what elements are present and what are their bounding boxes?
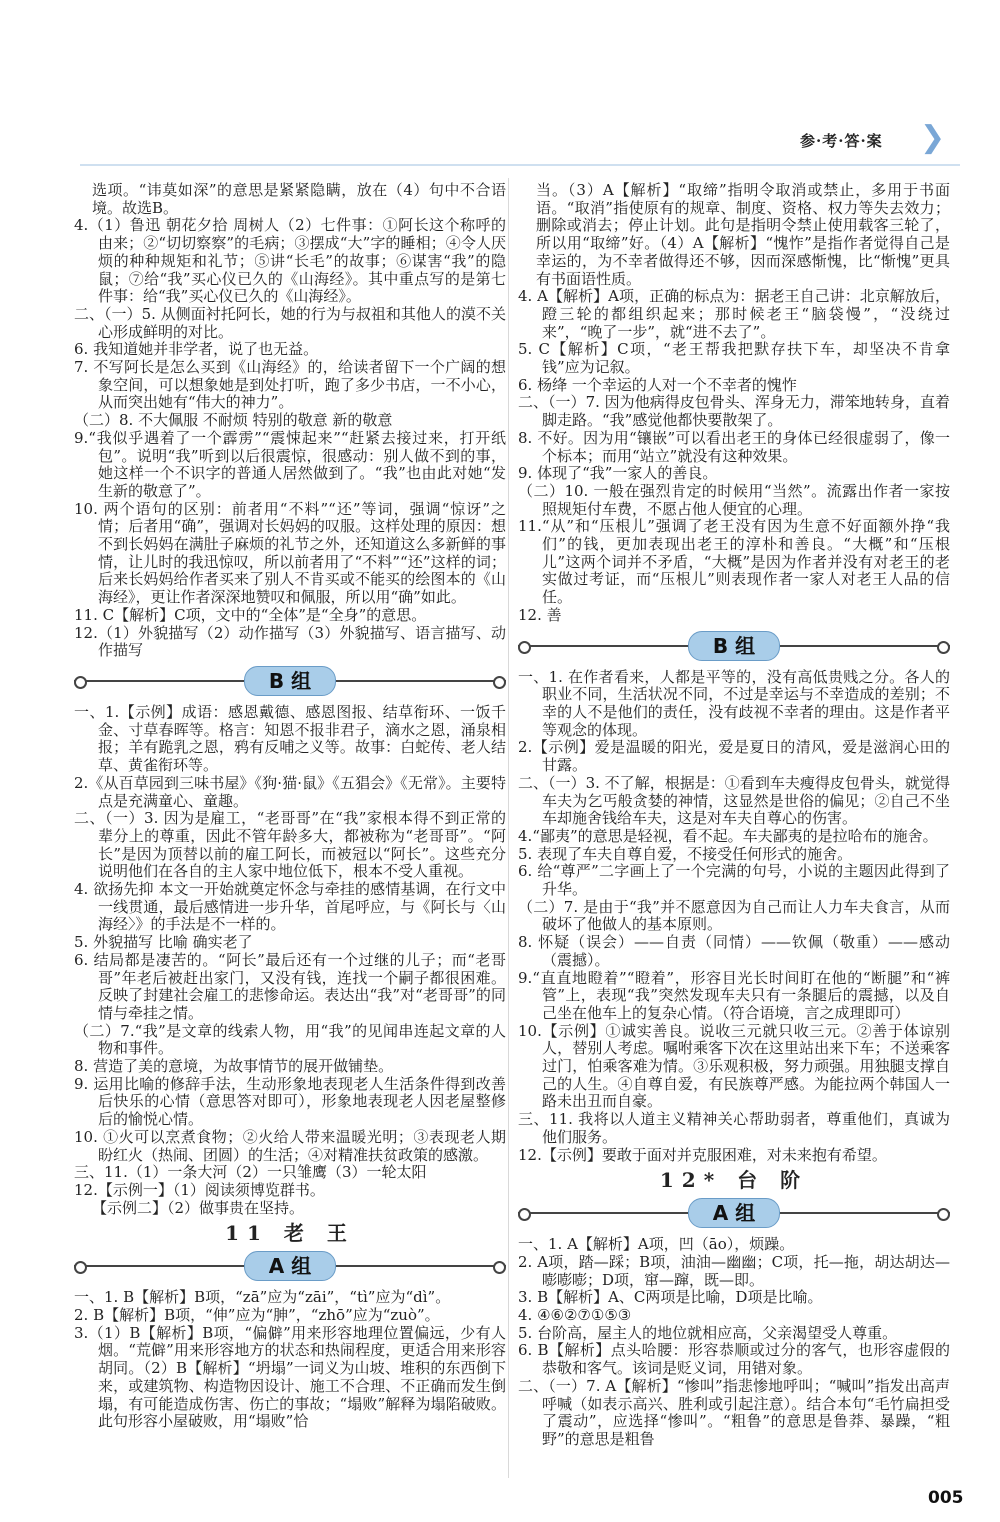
group-banner-a — [74, 1251, 506, 1281]
answer-item: 4. A【解析】A项，正确的标点为：据老王自己讲：北京解放后，蹬三轮的都组织起来；那时候老王“脑袋慢”，“没绕过来”，“晚了一步”，就“进不去了”。 — [518, 287, 950, 341]
answer-item: 三、11. 我将以人道主义精神关心帮助弱者，尊重他们，真诚为他们服务。 — [518, 1110, 950, 1146]
answer-item: 6. 给“尊严”二字画上了一个完满的句号，小说的主题因此得到了升华。 — [518, 862, 950, 899]
answer-item: 一、1. A【解析】A项，凹（āo），烦躁。 — [518, 1235, 795, 1254]
answer-item: 一、1. B【解析】B项，“zā”应为“zāi”，“tì”应为“dì”。 — [74, 1288, 451, 1307]
answer-item: 2. B【解析】B项，“伸”应为“胂”，“zhō”应为“zuò”。 — [74, 1306, 440, 1325]
banner-dot — [74, 1261, 87, 1274]
group-label: B 组 — [688, 631, 780, 661]
banner-dot — [74, 676, 87, 689]
answer-item: 9. 体现了“我”一家人的善良。 — [518, 464, 718, 483]
chevron-right-icon: ❯ — [920, 120, 946, 155]
answer-item: 10.【示例】①诚实善良。说收三元就只收三元。②善于体谅别人，替别人考虑。嘱咐乘客下次在这里站出来下车；不送乘客过门，怕乘客难为情。③乐观积极，努力顽强。用独腿支撑自己的人生。④自尊自爱，有民族尊严感。为能拉两个韩国人一路未出丑而自豪。 — [518, 1021, 950, 1111]
answer-item: 6. 我知道她并非学者，说了也无益。 — [74, 340, 319, 359]
answer-item: 9. 运用比喻的修辞手法，生动形象地表现老人生活条件得到改善后快乐的心情（意思答对即可），形象地表现老人因老屋整修后的愉悦心情。 — [74, 1074, 506, 1129]
answer-item: 11. C【解析】C项，文中的“全体”是“全身”的意思。 — [74, 605, 427, 624]
answer-item: 7. 不写阿长是怎么买到《山海经》的，给读者留下一个广阔的想象空间，可以想象她是到处打听，跑了多少书店，一不小心，从而突出她有“伟大的神力”。 — [74, 358, 506, 412]
left-column — [74, 182, 506, 1431]
answer-item: 当。（3）A【解析】“取缔”指明令取消或禁止，多用于书面语。“取消”指使原有的规章、制度、资格、权力等失去效力；删除或消去；停止计划。此句是指明令禁止使用载客三轮了，所以用“取缔”好。（4）A【解析】“愧怍”是指作者觉得自己是幸运的，为不幸者做得还不够，因而深感惭愧，比“惭愧”更具有书面语性质。 — [536, 181, 950, 288]
answer-item: 8. 营造了美的意境，为故事情节的展开做铺垫。 — [74, 1057, 394, 1076]
answer-item: 9.“我似乎遇着了一个霹雳”“震悚起来”“赶紧去接过来，打开纸包”。说明“我”听到以后很震惊，很感动：别人做不到的事，她这样一个不识字的普通人居然做到了。“我”也由此对她“发生新的敬意了”。 — [74, 428, 506, 500]
answer-item: 3.（1）B【解析】B项，“偏僻”用来形容地理位置偏远，少有人烟。“荒僻”用来形容地方的状态和热闹程度，更适合用来形容胡同。（2）B【解析】“坍塌”一词义为山坡、堆积的东西倒下来，或建筑物、构造物因设计、施工不合理、不正确而发生倒塌，有可能造成伤害、伤亡的事故；“塌败”解释为塌陷破败。此句形容小屋破败，用“塌败”恰 — [74, 1323, 506, 1431]
answer-item: 2.《从百草园到三味书屋》《狗·猫·鼠》《五猖会》《无常》。主要特点是充满童心、童趣。 — [74, 773, 506, 810]
header-label: 参·考·答·案 — [800, 132, 883, 150]
answer-item: 选项。“讳莫如深”的意思是紧紧隐瞒，放在（4）句中不合语境。故选B。 — [92, 181, 506, 217]
answer-item: 一、1.【示例】成语：感恩戴德、感恩图报、结草衔环、一饭千金、寸草春晖等。格言：知恩不报非君子，滴水之恩，涌泉相报；羊有跪乳之恩，鸦有反哺之义等。故事：白蛇传、老人结草、黄雀衔环等。 — [74, 702, 506, 775]
banner-dot — [937, 1208, 950, 1221]
group-banner-a — [518, 1198, 950, 1228]
answer-item: 2.【示例】爱是温暖的阳光，爱是夏日的清风，爱是滋润心田的甘露。 — [518, 738, 950, 775]
answer-item: 5. 表现了车夫自尊自爱，不接受任何形式的施舍。 — [518, 844, 853, 863]
answer-item: 二、（一）5. 从侧面衬托阿长，她的行为与叔祖和其他人的漠不关心形成鲜明的对比。 — [74, 304, 506, 341]
answer-item: 二、（一）7. 因为他病得皮包骨头、浑身无力，滞笨地转身，直着脚走路。“我”感觉他都快要散架了。 — [518, 393, 950, 430]
answer-item: 2. A项，踏—踩；B项，油油—幽幽；C项，托—拖，胡达胡达—嘭嘭嘭；D项，窜—蹿，既—即。 — [518, 1252, 950, 1289]
column-divider — [508, 178, 509, 1478]
banner-dot — [493, 676, 506, 689]
answer-item: 5. 台阶高，屋主人的地位就相应高，父亲渴望受人尊重。 — [518, 1323, 898, 1342]
lesson-title: 12* 台 阶 — [659, 1168, 809, 1193]
answer-item: 三、11.（1）一条大河（2）一只雏鹰（3）一轮太阳 — [74, 1163, 427, 1182]
lesson-title: 11 老 王 — [225, 1221, 355, 1246]
answer-item: 12.【示例一】（1）阅读须博览群书。 — [74, 1180, 325, 1199]
answer-item: 11.“从”和“压根儿”强调了老王没有因为生意不好面额外挣“我们”的钱，更加表现出老王的淳朴和善良。“大概”和“压根儿”这两个词并不矛盾，“大概”是因为作者并没有对老王的老实做过考证，而“压根儿”则表现作者一家人对老王人品的信任。 — [518, 517, 950, 607]
answer-item: 二、（一）7. A【解析】“惨叫”指悲惨地呼叫；“喊叫”指发出高声呼喊（如表示高兴、胜利或引起注意）。结合本句“毛竹扁担受了震动”，应选择“惨叫”。“粗鲁”的意思是鲁莽、暴躁，“粗野”的意思是粗鲁 — [518, 1376, 950, 1448]
answer-item: 6. 杨绛 一个幸运的人对一个不幸者的愧怍 — [518, 375, 797, 394]
answer-item: 6. B【解析】点头哈腰：形容恭顺或过分的客气，也形容虚假的恭敬和客气。该词是贬义词，用错对象。 — [518, 1341, 950, 1378]
answer-item: （二）8. 不大佩服 不耐烦 特别的敬意 新的敬意 — [74, 411, 393, 430]
answer-item: 4.“鄙夷”的意思是轻视，看不起。车夫鄙夷的是拉哈布的施舍。 — [518, 826, 938, 845]
right-column — [518, 182, 950, 1449]
group-banner-b — [518, 631, 950, 661]
answer-item: 二、（一）3. 因为是雇工，“老哥哥”在“我”家根本得不到正常的辈分上的尊重，因此不管年龄多大，都被称为“老哥哥”。“阿长”是因为顶替以前的雇工阿长，而被冠以“阿长”。这些充分说明他们在各自的主人家中地位低下，根本不受人重视。 — [74, 809, 506, 881]
header-divider — [80, 164, 960, 166]
answer-item: 8. 不好。因为用“镶嵌”可以看出老王的身体已经很虚弱了，像一个标本；而用“站立”就没有这种效果。 — [518, 428, 950, 465]
answer-item: 12. 善 — [518, 605, 562, 624]
banner-dot — [937, 641, 950, 654]
answer-item: 一、1. 在作者看来，人都是平等的，没有高低贵贱之分。各人的职业不同，生活状况不同，不过是幸运与不幸造成的差别；不幸的人不是他们的责任，没有歧视不幸者的理由。这是作者平等观念的体现。 — [518, 667, 950, 739]
answer-item: 【示例二】（2）做事贵在坚持。 — [92, 1198, 305, 1217]
answer-item: （二）10. 一般在强烈肯定的时候用“当然”。流露出作者一家按照规矩付车费，不愿占他人便宜的心理。 — [518, 481, 950, 518]
answer-item: 10. 两个语句的区别：前者用“不料”“还”等词，强调“惊讶”之情；后者用“确”，强调对长妈妈的叹服。这样处理的原因：想不到长妈妈在满肚子麻烦的礼节之外，还知道这么多新鲜的事情，让儿时的我迅惊叹，所以前者用了“不料”“还”这样的词；后来长妈妈给作者买来了别人不肯买或不能买的绘图本的《山海经》，更让作者深深地赞叹和佩服，所以用“确”如此。 — [74, 499, 506, 607]
page-header — [0, 0, 1000, 175]
answer-item: 5. C【解析】C项，“老王帮我把默存扶下车，却坚决不肯拿钱”应为记叙。 — [518, 340, 950, 377]
answer-item: 6. 结局都是凄苦的。“阿长”最后还有一个过继的儿子；而“老哥哥”年老后被赶出家门，又没有钱，连找一个嗣子都很困难。反映了封建社会雇工的悲惨命运。表达出“我”对“老哥哥”的同情与牵挂之情。 — [74, 950, 506, 1022]
page-number: 005 — [928, 1488, 964, 1508]
answer-item: （二）7. 是由于“我”并不愿意因为自己而让人力车夫食言，从而破坏了他做人的基本原则。 — [518, 897, 950, 934]
answer-item: 3. B【解析】A、C两项是比喻，D项是比喻。 — [518, 1288, 823, 1307]
banner-dot — [518, 641, 531, 654]
group-label: A 组 — [688, 1198, 780, 1228]
answer-item: 4.（1）鲁迅 朝花夕拾 周树人（2）七件事：①阿长这个称呼的由来；②“切切察察”的毛病；③摆成“大”字的睡相；④令人厌烦的种种规矩和礼节；⑤讲“长毛”的故事；⑥谋害“我”的隐鼠；⑦给“我”买心仪已久的《山海经》。其中重点写的是第七件事：给“我”买心仪已久的《山海经》。 — [74, 216, 506, 306]
answer-item: 5. 外貌描写 比喻 确实老了 — [74, 933, 253, 952]
answer-item: 10. ①火可以烹煮食物；②火给人带来温暖光明；③表现老人期盼红火（热闹、团圆）的生活；④对精准扶贫政策的感激。 — [74, 1127, 506, 1164]
answer-item: 8. 怀疑（误会）——自责（同情）——钦佩（敬重）——感动（震撼）。 — [518, 933, 950, 969]
banner-dot — [518, 1208, 531, 1221]
group-banner-b — [74, 666, 506, 696]
group-label: B 组 — [244, 666, 336, 696]
answer-item: 12.（1）外貌描写（2）动作描写（3）外貌描写、语言描写、动作描写 — [74, 623, 506, 660]
answer-item: 二、（一）3. 不了解，根据是：①看到车夫瘦得皮包骨头，就觉得车夫为乞丐般贪婪的神情，这显然是世俗的偏见；②自己不坐车却施舍钱给车夫，这是对车夫自尊心的伤害。 — [518, 773, 950, 828]
answer-item: 4. ④⑥②⑦①⑤③ — [518, 1306, 632, 1325]
group-label: A 组 — [244, 1251, 336, 1281]
answer-item: （二）7.“我”是文章的线索人物，用“我”的见闻串连起文章的人物和事件。 — [74, 1021, 506, 1058]
banner-dot — [493, 1261, 506, 1274]
answer-item: 12.【示例】要敢于面对并克服困难，对未来抱有希望。 — [518, 1145, 887, 1164]
answer-item: 9.“直直地瞪着”“瞪着”，形容目光长时间盯在他的“断腿”和“裤管”上，表现“我”突然发现车夫只有一条腿后的震撼，以及自己坐在他车上的复杂心情。（符合语境，言之成理即可） — [518, 968, 950, 1022]
answer-item: 4. 欲扬先抑 本文一开始就奠定怀念与牵挂的感情基调，在行文中一线贯通，最后感情进一步升华，首尾呼应，与《阿长与〈山海经〉》的手法是不一样的。 — [74, 880, 506, 934]
